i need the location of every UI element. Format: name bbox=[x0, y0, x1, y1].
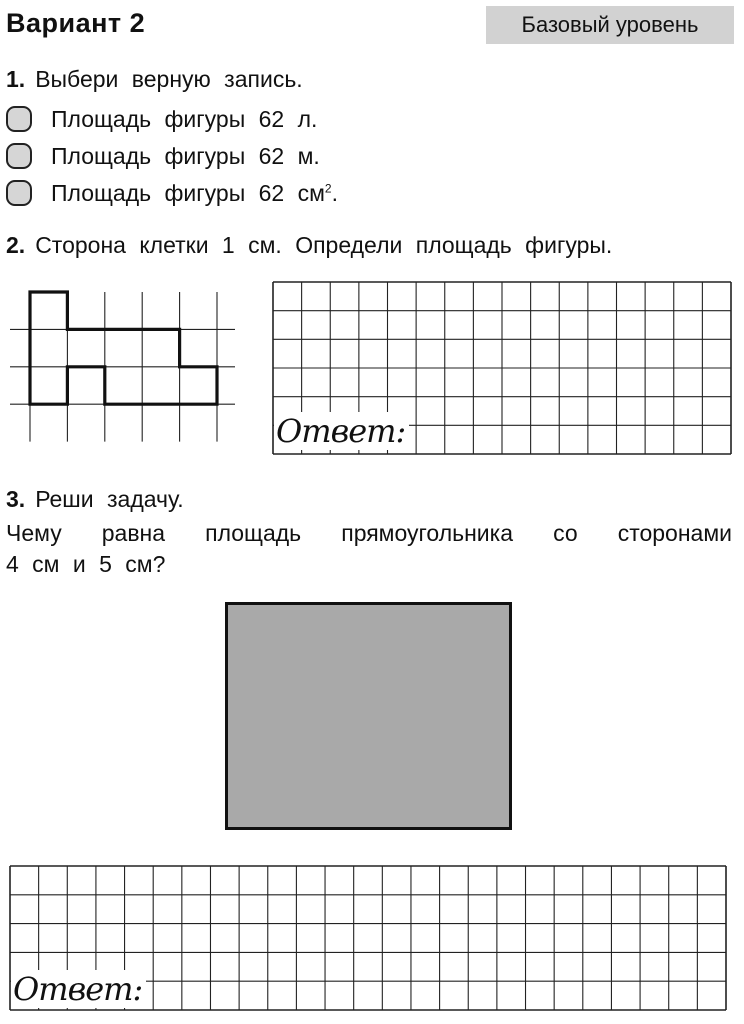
task3-prompt: Реши задачу. bbox=[35, 486, 184, 512]
variant-title: Вариант 2 bbox=[6, 8, 146, 38]
task2-answer-label: Ответ: bbox=[274, 412, 409, 450]
task1-prompt: Выбери верную запись. bbox=[35, 66, 303, 92]
task3-number: 3. bbox=[6, 486, 26, 512]
task2-number: 2. bbox=[6, 232, 26, 258]
option-3-suffix: . bbox=[331, 179, 338, 206]
option-3-main: Площадь фигуры 62 см bbox=[51, 179, 325, 206]
option-2-text: Площадь фигуры 62 м. bbox=[51, 142, 320, 169]
task3-answer-label: Ответ: bbox=[11, 970, 146, 1008]
level-badge: Базовый уровень bbox=[486, 6, 734, 44]
option-3-superscript: 2 bbox=[324, 180, 332, 195]
option-1-text: Площадь фигуры 62 л. bbox=[51, 105, 318, 132]
task2-prompt: Сторона клетки 1 см. Определи площадь фигуры. bbox=[35, 232, 613, 258]
task3-question-line1: Чему равна площадь прямоугольника со сторонами bbox=[6, 520, 732, 546]
task1-number: 1. bbox=[6, 66, 26, 92]
task3-question-line2: 4 см и 5 см? bbox=[6, 551, 166, 577]
